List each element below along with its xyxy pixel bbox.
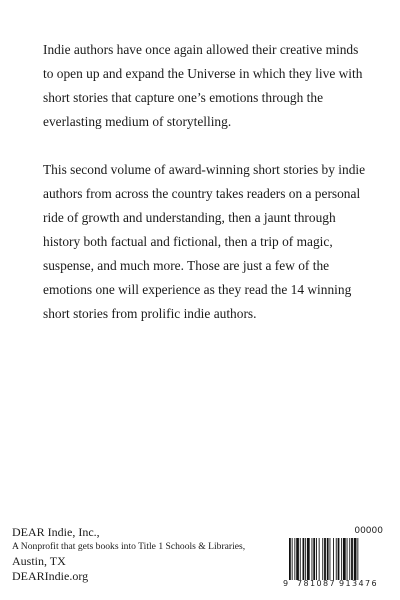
publisher-website: DEARIndie.org — [12, 568, 89, 583]
barcode-bar — [324, 538, 326, 580]
barcode-bar — [351, 538, 353, 580]
barcode-bar — [330, 538, 331, 580]
blurb-paragraph-1: Indie authors have once again allowed their creative minds to open up and expand the Universe in which they live with short stories that capture one’s emotions through the everlasting medium of storytelling. — [43, 42, 363, 129]
barcode-left-group: 781087 — [297, 579, 336, 588]
barcode-bar — [294, 538, 295, 580]
barcode-bar — [322, 538, 323, 580]
barcode-bar — [338, 538, 340, 580]
barcode-bars-icon — [283, 538, 383, 580]
blurb-paragraph-2: This second volume of award-winning short stories by indie authors from across the country takes readers on a personal ride of growth and understanding, then a jaunt through history both factual and fictional, then a trip of magic, suspense, and much more. Those are just a few of the emotions one will experience as they read the 14 winning short stories from prolific indie authors. — [43, 162, 366, 321]
barcode-bar — [354, 538, 357, 580]
price-code: 00000 — [354, 526, 383, 536]
barcode-bar — [289, 538, 291, 580]
barcode-bar — [292, 538, 293, 580]
barcode-bar — [303, 538, 305, 580]
barcode-right-group: 913476 — [339, 579, 378, 588]
barcode-bar — [312, 538, 313, 580]
isbn-barcode — [283, 526, 383, 590]
barcode-bar — [347, 538, 348, 580]
barcode-bar — [305, 538, 306, 580]
publisher-tagline: A Nonprofit that gets books into Title 1 Schools & Libraries, — [12, 540, 246, 552]
publisher-info — [12, 525, 252, 583]
barcode-bar — [343, 538, 346, 580]
barcode-bar — [349, 538, 350, 580]
barcode-bar — [316, 538, 317, 580]
barcode-bar — [333, 538, 334, 580]
barcode-bar — [296, 538, 299, 580]
publisher-location: Austin, TX — [12, 554, 66, 568]
barcode-bar — [313, 538, 315, 580]
barcode-lead-digit: 9 — [283, 579, 289, 588]
back-cover-blurb — [43, 38, 369, 350]
barcode-bar — [336, 538, 337, 580]
barcode-bar — [307, 538, 310, 580]
publisher-name: DEAR Indie, Inc., — [12, 525, 100, 539]
barcode-bar — [341, 538, 342, 580]
barcode-bar — [319, 538, 320, 580]
barcode-bar — [357, 538, 358, 580]
barcode-bar — [300, 538, 301, 580]
barcode-bar — [327, 538, 329, 580]
